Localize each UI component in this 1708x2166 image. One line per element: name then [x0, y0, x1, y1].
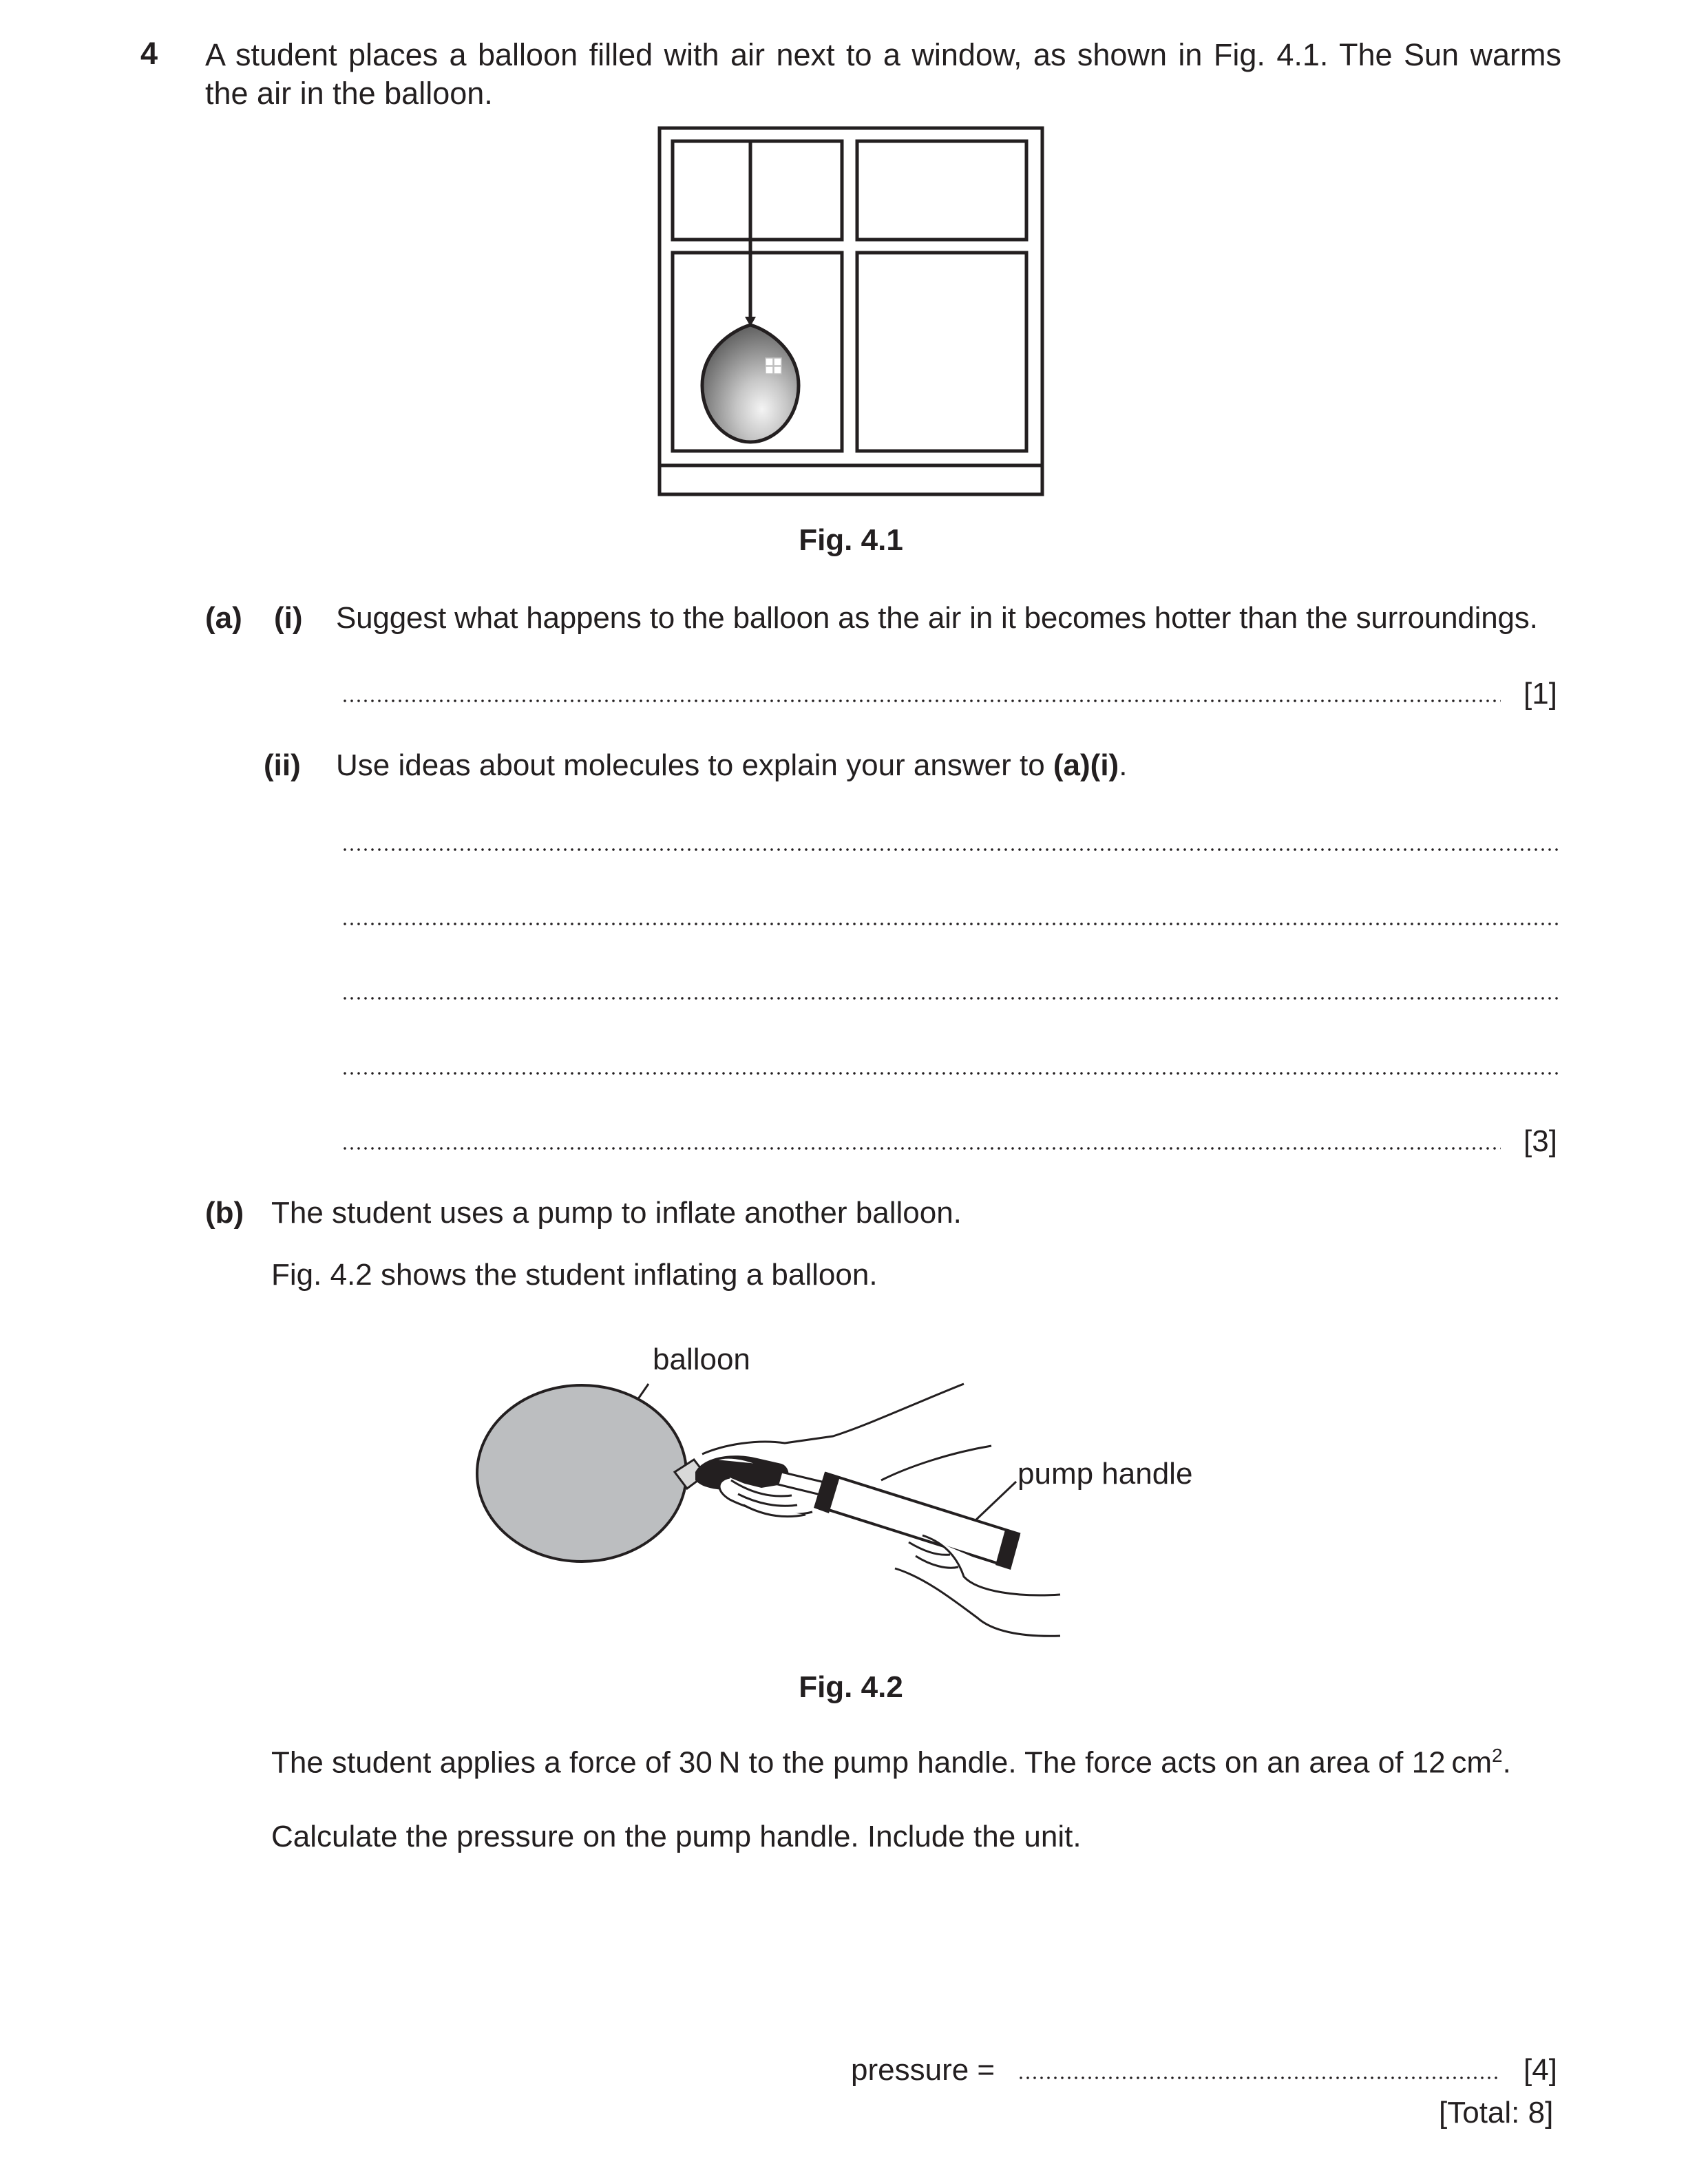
part-a-label: (a) [205, 601, 242, 635]
part-a-ii-text: Use ideas about molecules to explain your answer to [336, 748, 1053, 782]
part-b-line-1: The student uses a pump to inflate another balloon. [271, 1196, 962, 1230]
pump-handle-label: pump handle [1018, 1457, 1193, 1491]
answer-line[interactable] [341, 848, 1559, 851]
pump-balloon-figure [468, 1370, 1088, 1659]
figure-2-caption: Fig. 4.2 [799, 1670, 903, 1704]
right-hand [881, 1446, 991, 1480]
part-b-line-2: Fig. 4.2 shows the student inflating a balloon. [271, 1258, 878, 1292]
part-a-i-question: Suggest what happens to the balloon as the air in it becomes hotter than the surroundings. [336, 601, 1538, 635]
part-a-i-label: (i) [274, 601, 303, 635]
pump-barrel [818, 1473, 1019, 1567]
window-balloon-figure [654, 124, 1053, 496]
question-number: 4 [140, 36, 158, 71]
pressure-answer-label: pressure = [851, 2053, 995, 2087]
part-a-ii-mark: [3] [1524, 1124, 1557, 1158]
window-pane [673, 141, 842, 240]
part-a-i-mark: [1] [1524, 677, 1557, 711]
figure-1-caption: Fig. 4.1 [799, 523, 903, 557]
balloon-body [477, 1385, 686, 1562]
answer-line[interactable] [341, 1072, 1559, 1075]
part-b-mark: [4] [1524, 2053, 1557, 2087]
window-pane [857, 141, 1026, 240]
answer-line[interactable] [341, 923, 1559, 925]
total-marks: [Total: 8] [1439, 2096, 1554, 2130]
part-a-ii-question [336, 748, 1127, 783]
part-b-label: (b) [205, 1196, 244, 1230]
force-statement-end: . [1502, 1745, 1511, 1780]
part-a-ii-label: (ii) [264, 748, 301, 782]
part-a-ii-text-end: . [1119, 748, 1128, 782]
answer-line[interactable] [341, 997, 1559, 1000]
balloon-shape [702, 325, 799, 442]
pressure-answer-line[interactable] [1018, 2076, 1501, 2079]
force-statement-text: The student applies a force of 30 N to the pump handle. The force acts on an area of 12 cm [271, 1745, 1492, 1780]
answer-line[interactable] [341, 700, 1501, 702]
answer-line[interactable] [341, 1147, 1501, 1150]
question-intro: A student places a balloon filled with air next to a window, as shown in Fig. 4.1. The Sun warms the air in the balloon. [205, 37, 1561, 111]
balloon-highlight [766, 358, 781, 374]
force-statement [271, 1745, 1511, 1780]
part-a-ii-reference: (a)(i) [1053, 748, 1119, 782]
force-statement-superscript: 2 [1492, 1745, 1503, 1766]
balloon-label: balloon [653, 1343, 750, 1376]
window-frame [660, 128, 1042, 494]
calculation-instruction: Calculate the pressure on the pump handle. Include the unit. [271, 1820, 1082, 1853]
window-pane [857, 253, 1026, 451]
